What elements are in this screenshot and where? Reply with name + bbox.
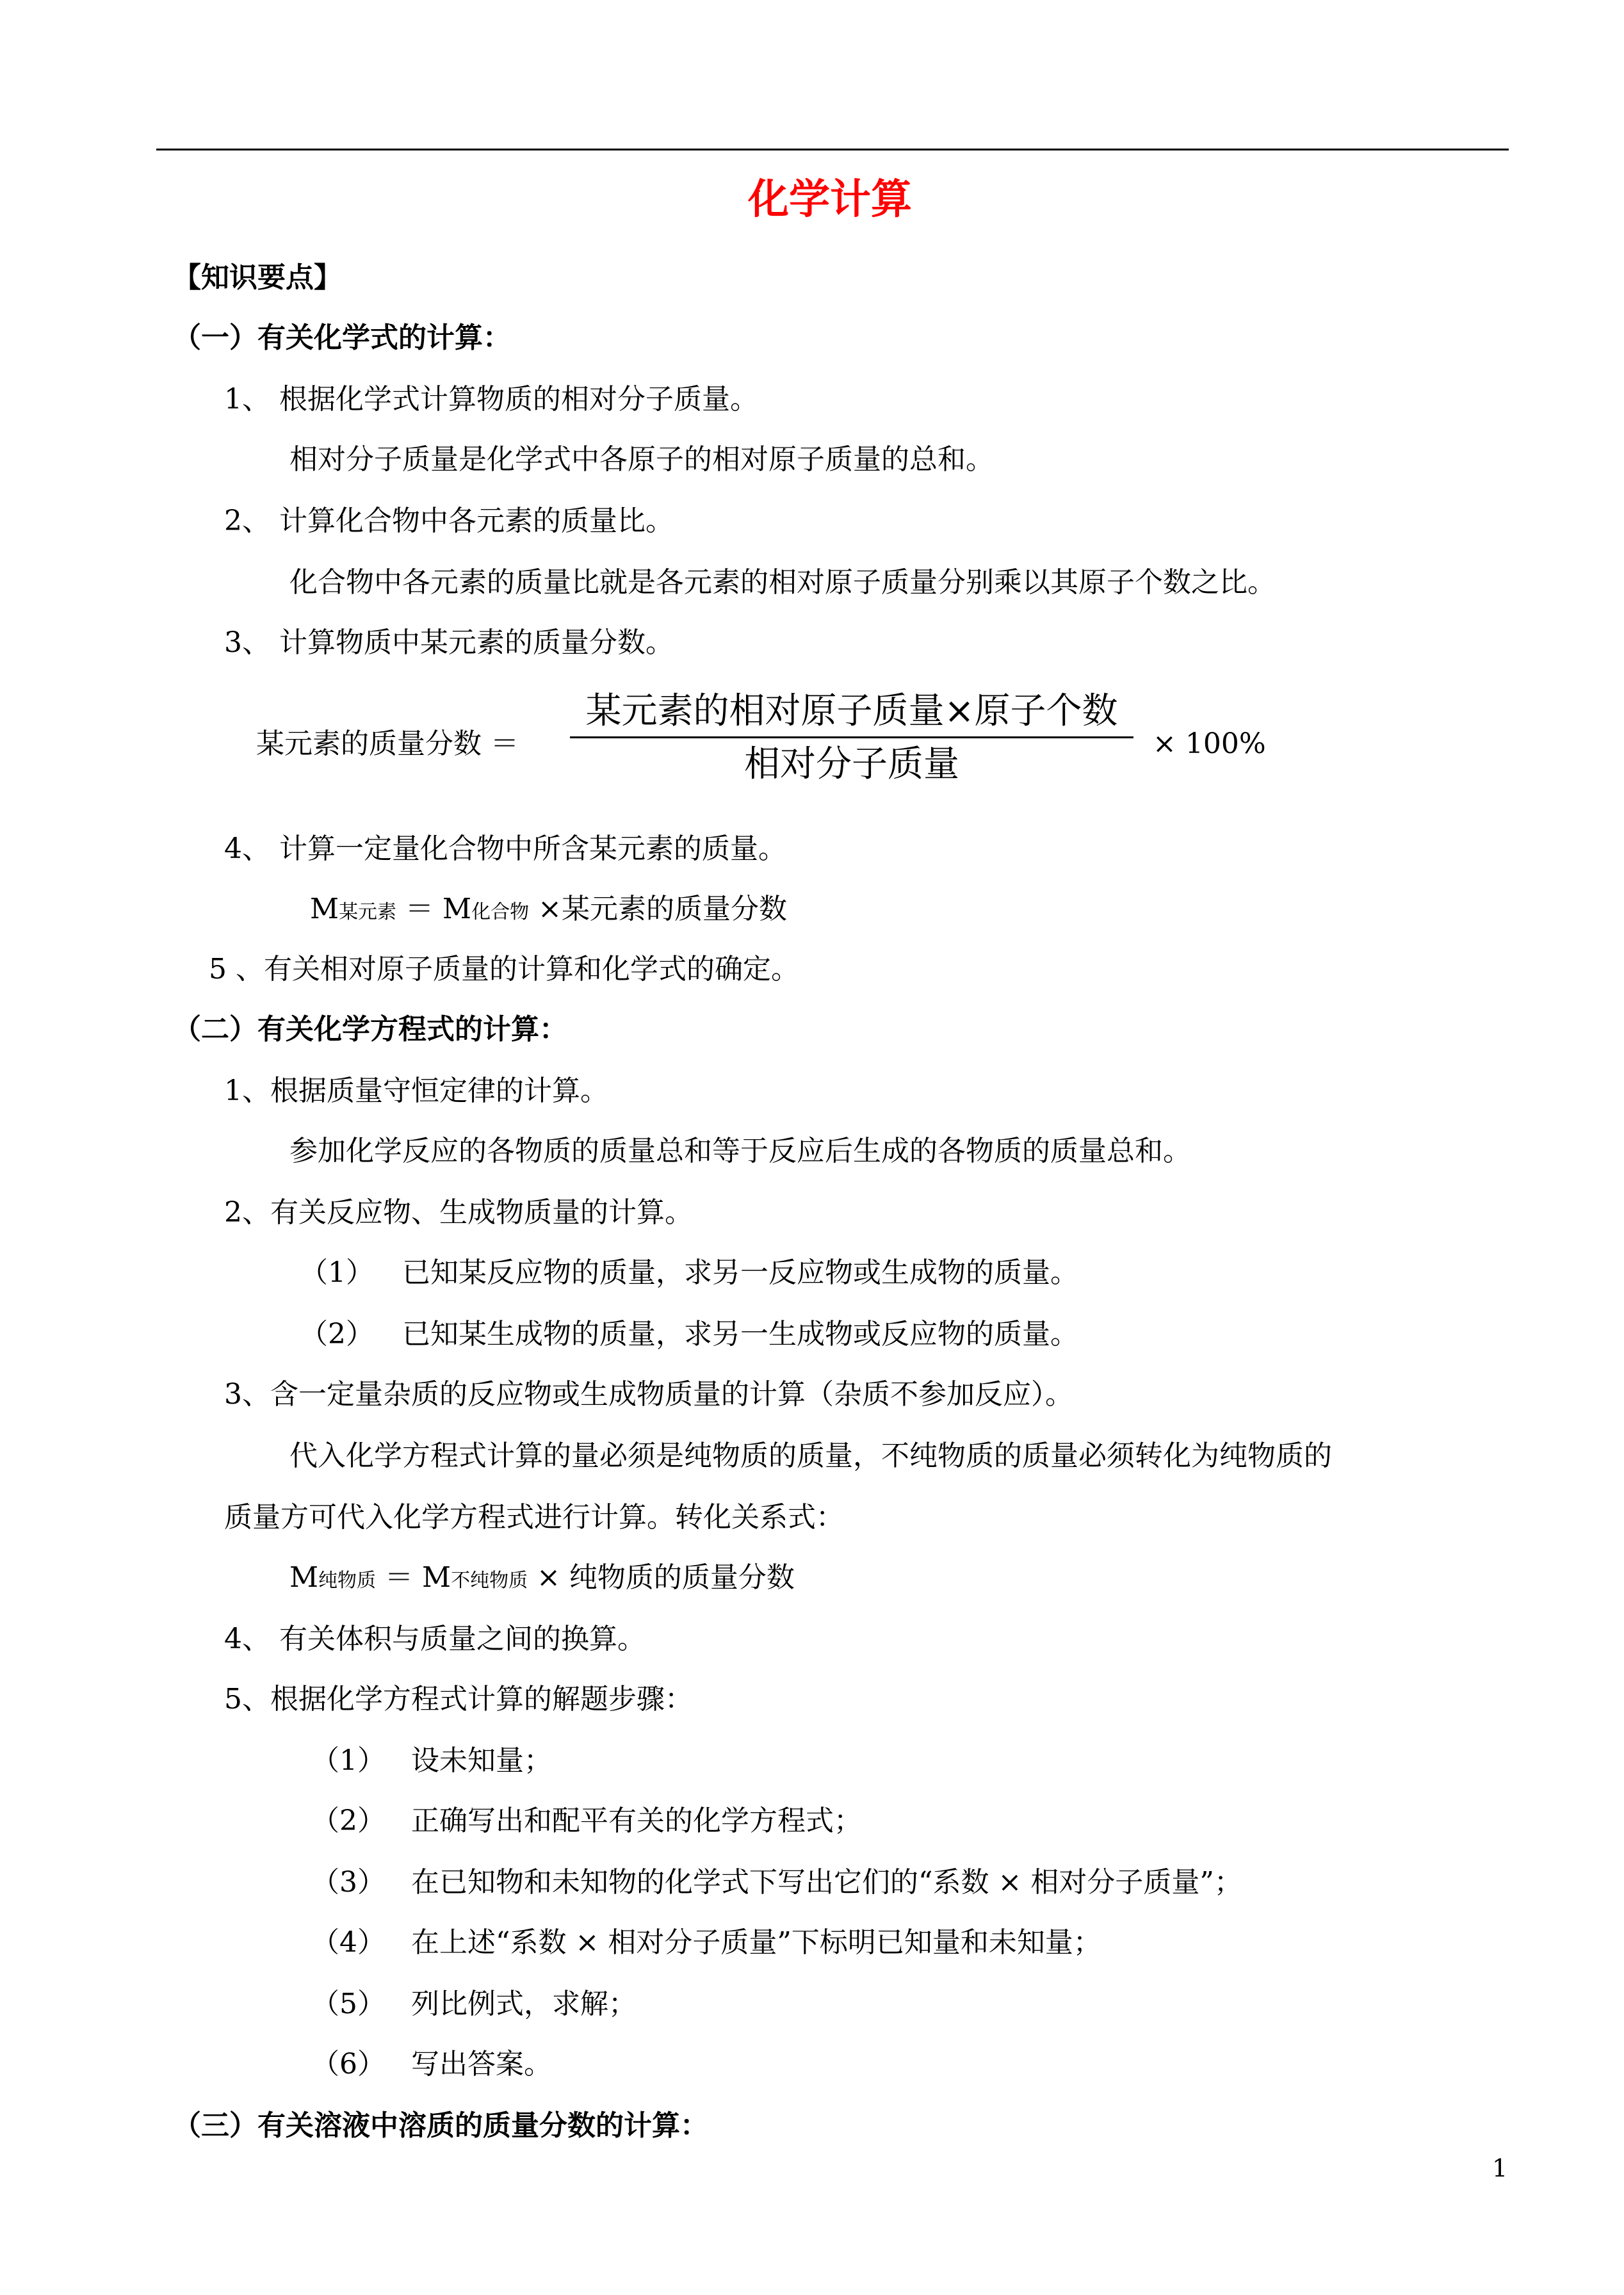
step-num: （4） bbox=[311, 1926, 386, 1959]
part2-heading: （二）有关化学方程式的计算： bbox=[173, 1013, 567, 1046]
part1-item1: 1、 根据化学式计算物质的相对分子质量。 bbox=[224, 383, 758, 416]
step-num: （5） bbox=[311, 1988, 386, 2020]
section-header: 【知识要点】 bbox=[173, 261, 342, 294]
formula-rhs: × 100% bbox=[1153, 727, 1266, 760]
part2-item4: 4、 有关体积与质量之间的换算。 bbox=[224, 1623, 646, 1655]
step-text: 在已知物和未知物的化学式下写出它们的“系数 × 相对分子质量”； bbox=[411, 1866, 1242, 1899]
part2-item3-formula: M纯物质 ＝ M不纯物质 × 纯物质的质量分数 bbox=[289, 1561, 795, 1594]
page-title: 化学计算 bbox=[748, 176, 912, 223]
part3-heading: （三）有关溶液中溶质的质量分数的计算： bbox=[173, 2109, 708, 2142]
header-rule bbox=[156, 149, 1509, 150]
step-num: （2） bbox=[311, 1804, 386, 1837]
formula-lhs: 某元素的质量分数 ＝ bbox=[256, 727, 519, 760]
part2-item5: 5、根据化学方程式计算的解题步骤： bbox=[224, 1683, 693, 1715]
part2-item3-desc2: 质量方可代入化学方程式进行计算。转化关系式： bbox=[224, 1501, 844, 1534]
part2-item2-sub2-num: （2） bbox=[300, 1318, 374, 1350]
part1-item5: 5 、有关相对原子质量的计算和化学式的确定。 bbox=[209, 953, 799, 985]
step-num: （6） bbox=[311, 2048, 386, 2080]
part1-item4: 4、 计算一定量化合物中所含某元素的质量。 bbox=[224, 832, 786, 865]
step-text: 正确写出和配平有关的化学方程式； bbox=[411, 1804, 862, 1837]
part2-item2-sub1-num: （1） bbox=[300, 1256, 374, 1289]
step-num: （3） bbox=[311, 1866, 386, 1899]
part1-heading: （一）有关化学式的计算： bbox=[173, 321, 511, 354]
part1-item4-formula: M某元素 ＝ M化合物 ×某元素的质量分数 bbox=[310, 893, 787, 925]
formula-numerator: 某元素的相对原子质量×原子个数 bbox=[585, 690, 1118, 732]
part2-item2-sub1: 已知某反应物的质量，求另一反应物或生成物的质量。 bbox=[402, 1256, 1078, 1289]
step-num: （1） bbox=[311, 1744, 386, 1777]
step-text: 列比例式，求解； bbox=[411, 1988, 637, 2020]
part2-item2-sub2: 已知某生成物的质量，求另一生成物或反应物的质量。 bbox=[402, 1318, 1078, 1350]
part2-item1-desc: 参加化学反应的各物质的质量总和等于反应后生成的各物质的质量总和。 bbox=[289, 1135, 1191, 1167]
formula-denominator: 相对分子质量 bbox=[744, 743, 959, 785]
page-number: 1 bbox=[1492, 2154, 1508, 2182]
part2-item3: 3、含一定量杂质的反应物或生成物质量的计算（杂质不参加反应）。 bbox=[224, 1378, 1073, 1411]
step-text: 写出答案。 bbox=[411, 2048, 552, 2080]
part2-item3-desc1: 代入化学方程式计算的量必须是纯物质的质量，不纯物质的质量必须转化为纯物质的 bbox=[289, 1439, 1332, 1472]
part2-item2: 2、有关反应物、生成物质量的计算。 bbox=[224, 1196, 693, 1229]
part1-item2-desc: 化合物中各元素的质量比就是各元素的相对原子质量分别乘以其原子个数之比。 bbox=[289, 566, 1276, 599]
fraction-bar bbox=[570, 736, 1133, 738]
part1-item3: 3、 计算物质中某元素的质量分数。 bbox=[224, 626, 674, 659]
mass-fraction-formula bbox=[564, 689, 1140, 787]
part2-item1: 1、根据质量守恒定律的计算。 bbox=[224, 1075, 608, 1107]
part1-item1-desc: 相对分子质量是化学式中各原子的相对原子质量的总和。 bbox=[289, 443, 994, 476]
step-text: 设未知量； bbox=[411, 1744, 552, 1777]
step-text: 在上述“系数 × 相对分子质量”下标明已知量和未知量； bbox=[411, 1926, 1101, 1959]
part1-item2: 2、 计算化合物中各元素的质量比。 bbox=[224, 505, 674, 537]
